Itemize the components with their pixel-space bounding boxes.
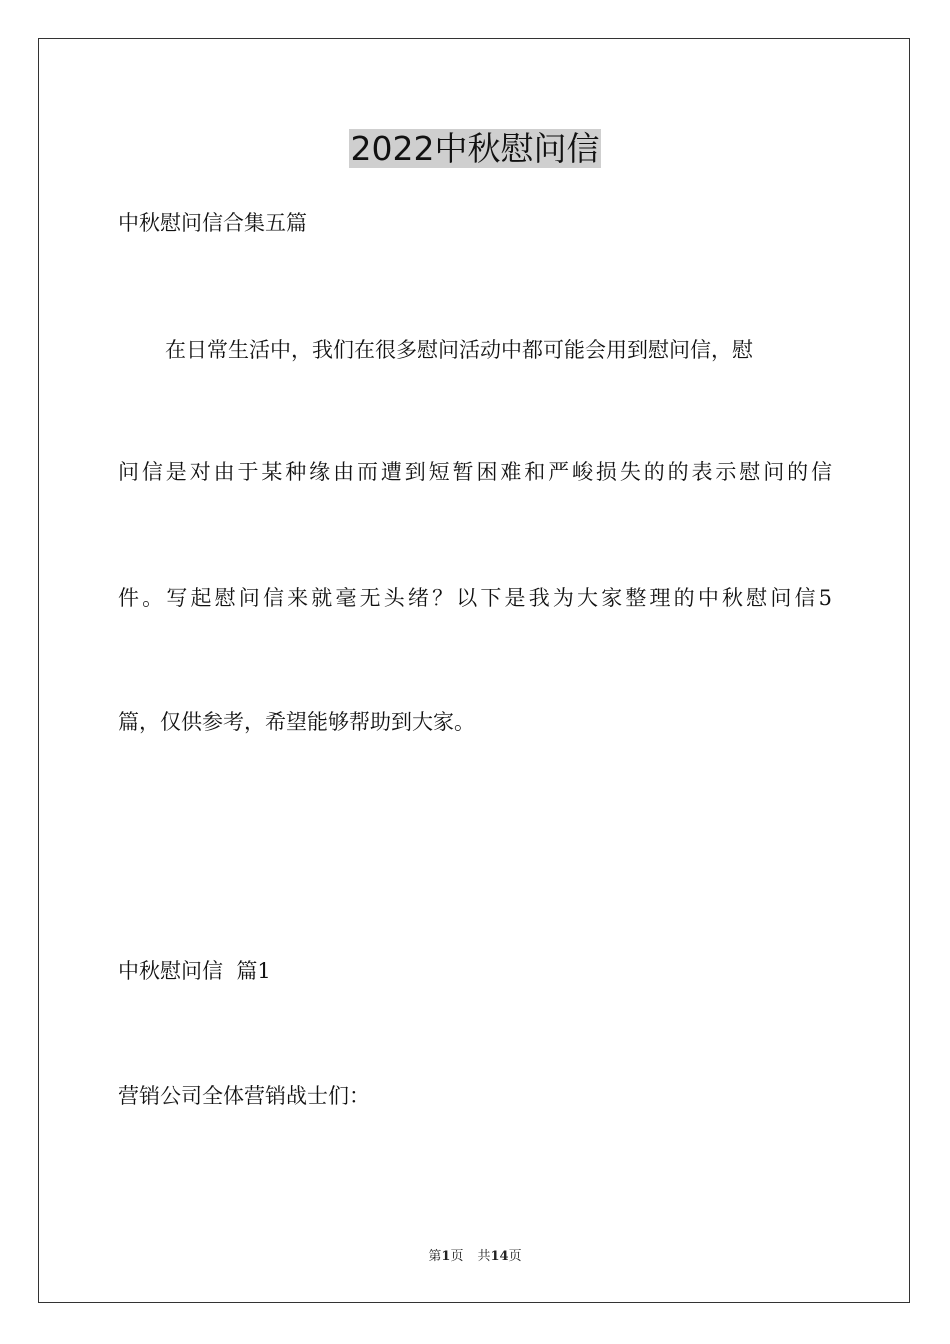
footer-page-prefix: 第 bbox=[428, 1249, 442, 1264]
intro-line-2: 问信是对由于某种缘由而遭到短暂困难和严峻损失的的表示慰问的信 bbox=[118, 460, 832, 484]
intro-line-3: 件。写起慰问信来就毫无头绪？以下是我为大家整理的中秋慰问信5 bbox=[118, 586, 832, 610]
footer-total-pages: 14 bbox=[490, 1249, 509, 1264]
footer-total-prefix: 共 bbox=[477, 1249, 491, 1264]
document-title-text: 2022中秋慰问信 bbox=[350, 129, 600, 168]
section-heading: 中秋慰问信 篇1 bbox=[118, 959, 271, 983]
footer-total-suffix: 页 bbox=[508, 1249, 522, 1264]
document-title bbox=[0, 128, 950, 170]
page-footer bbox=[0, 1248, 950, 1266]
footer-page-suffix: 页 bbox=[450, 1249, 464, 1264]
salutation: 营销公司全体营销战士们： bbox=[118, 1084, 370, 1108]
intro-line-4: 篇，仅供参考，希望能够帮助到大家。 bbox=[118, 710, 475, 734]
document-subtitle: 中秋慰问信合集五篇 bbox=[118, 211, 307, 235]
footer-page-number: 1 bbox=[441, 1249, 451, 1264]
intro-line-1: 在日常生活中，我们在很多慰问活动中都可能会用到慰问信，慰 bbox=[165, 338, 753, 362]
